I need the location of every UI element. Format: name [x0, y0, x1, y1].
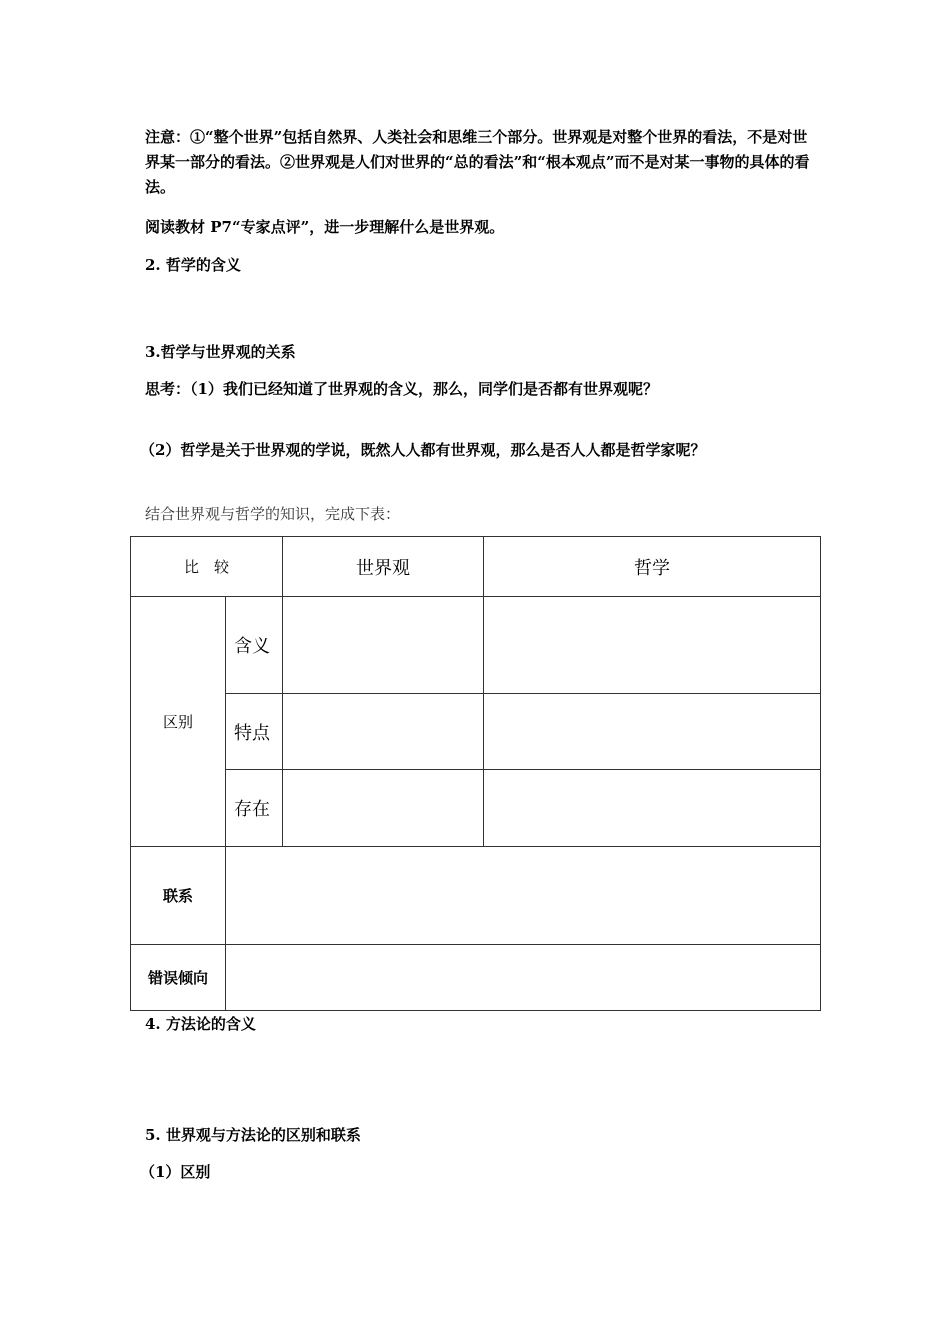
- table-intro: 结合世界观与哲学的知识，完成下表：: [145, 505, 401, 523]
- header-compare: 比 较: [131, 537, 283, 597]
- row-existence: [131, 770, 821, 847]
- row-meaning: [131, 597, 821, 694]
- think-question-2: （2）哲学是关于世界观的学说，既然人人都有世界观，那么是否人人都是哲学家呢？: [140, 441, 706, 459]
- cell-connection[interactable]: [226, 847, 821, 945]
- label-existence: 存在: [226, 770, 283, 847]
- cell-worldview-feature[interactable]: [283, 694, 484, 770]
- label-wrong-tendency: 错误倾向: [131, 945, 226, 1011]
- table-header-row: [131, 537, 821, 597]
- section-2-heading: 2. 哲学的含义: [145, 256, 241, 274]
- label-difference: 区别: [131, 597, 226, 847]
- header-worldview: 世界观: [283, 537, 484, 597]
- label-connection: 联系: [131, 847, 226, 945]
- row-wrong-tendency: [131, 945, 821, 1011]
- reading-instruction: 阅读教材 P7“专家点评”，进一步理解什么是世界观。: [145, 218, 505, 236]
- row-connection: [131, 847, 821, 945]
- cell-worldview-existence[interactable]: [283, 770, 484, 847]
- label-feature: 特点: [226, 694, 283, 770]
- cell-philosophy-existence[interactable]: [484, 770, 821, 847]
- comparison-table: [130, 536, 821, 1011]
- section-5-1-heading: （1）区别: [140, 1163, 211, 1181]
- cell-worldview-meaning[interactable]: [283, 597, 484, 694]
- section-4-heading: 4. 方法论的含义: [145, 1015, 256, 1033]
- label-meaning: 含义: [226, 597, 283, 694]
- header-philosophy: 哲学: [484, 537, 821, 597]
- section-5-heading: 5. 世界观与方法论的区别和联系: [145, 1126, 361, 1144]
- think-question-1: 思考：（1）我们已经知道了世界观的含义，那么，同学们是否都有世界观呢？: [145, 380, 658, 398]
- note-paragraph: 注意：①“整个世界”包括自然界、人类社会和思维三个部分。世界观是对整个世界的看法，不是对世界某一部分的看法。②世界观是人们对世界的“总的看法”和“根本观点”而不是对某一事物的具体的看法。: [145, 128, 810, 196]
- cell-philosophy-feature[interactable]: [484, 694, 821, 770]
- row-feature: [131, 694, 821, 770]
- cell-philosophy-meaning[interactable]: [484, 597, 821, 694]
- section-3-heading: 3.哲学与世界观的关系: [145, 343, 296, 361]
- cell-wrong-tendency[interactable]: [226, 945, 821, 1011]
